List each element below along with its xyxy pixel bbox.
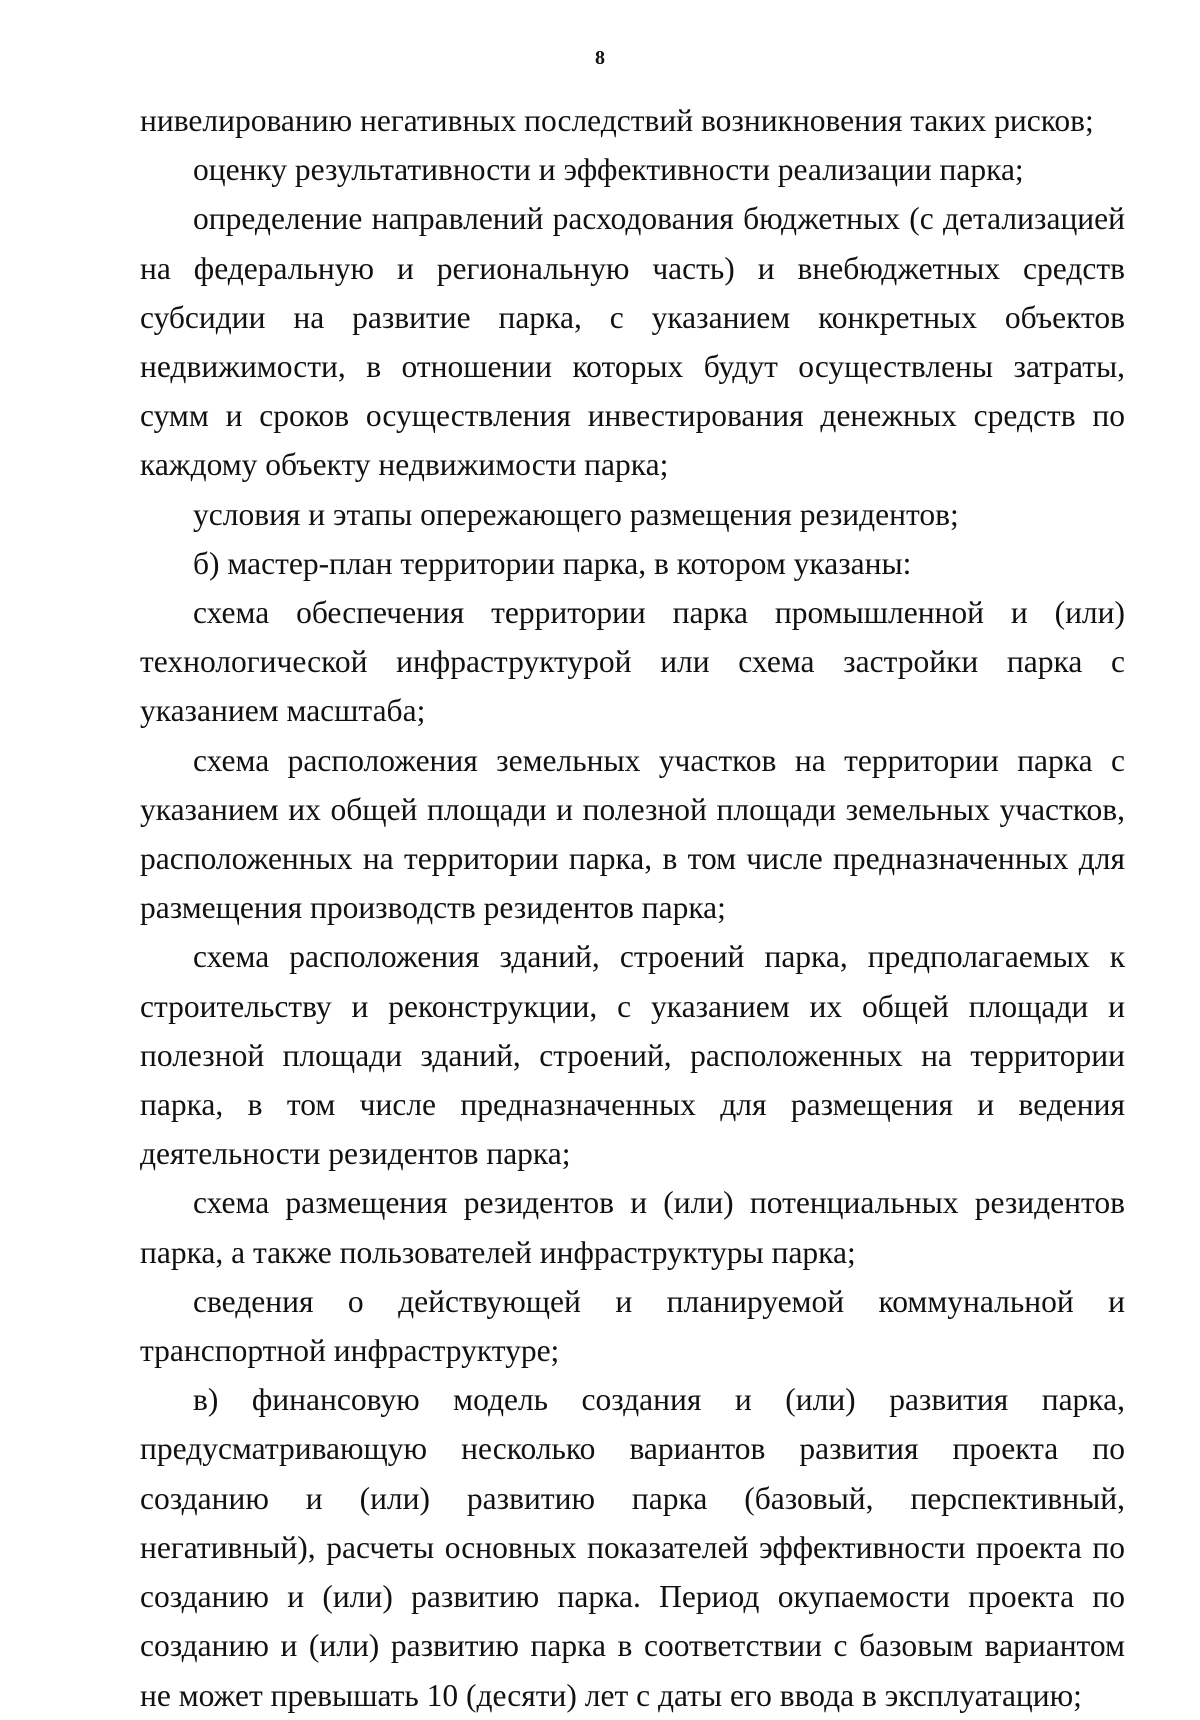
page-number: 8 bbox=[595, 47, 605, 69]
paragraph: схема обеспечения территории парка промышленной и (или) технологической инфраструктурой или схема застройки парка с указанием масштаба; bbox=[140, 595, 1125, 729]
paragraph: схема размещения резидентов и (или) потенциальных резидентов парка, а также пользователей инфраструктуры парка; bbox=[140, 1185, 1125, 1270]
paragraph: б) мастер-план территории парка, в котором указаны: bbox=[193, 545, 912, 581]
paragraph: сведения о действующей и планируемой коммунальной и транспортной инфраструктуре; bbox=[140, 1283, 1125, 1369]
document-body bbox=[140, 96, 1125, 1720]
paragraph: определение направлений расходования бюджетных (с детализацией на федеральную и региональную часть) и внебюджетных средств субсидии на развитие парка, с указанием конкретных объектов недвижимости, в отношении которых будут осуществлены затраты, сумм и сроков осуществления инвестирования денежных средств по каждому объекту недвижимости парка; bbox=[140, 201, 1125, 483]
paragraph: схема расположения земельных участков на территории парка с указанием их общей площади и полезной площади земельных участков, расположенных на территории парка, в том числе предназначенных для размещения производств резидентов парка; bbox=[140, 742, 1125, 926]
paragraph: нивелированию негативных последствий возникновения таких рисков; bbox=[140, 103, 1094, 138]
paragraph: условия и этапы опережающего размещения резидентов; bbox=[193, 496, 959, 532]
paragraph: схема расположения зданий, строений парка, предполагаемых к строительству и реконструкции, с указанием их общей площади и полезной площади зданий, строений, расположенных на территории парка, в том числе предназначенных для размещения и ведения деятельности резидентов парка; bbox=[140, 939, 1125, 1172]
paragraph: оценку результативности и эффективности реализации парка; bbox=[193, 152, 1024, 188]
paragraph: в) финансовую модель создания и (или) развития парка, предусматривающую несколько вариантов развития проекта по созданию и (или) развитию парка (базовый, перспективный, негативный), расчеты основных показателей эффективности проекта по созданию и (или) развитию парка. Период окупаемости проекта по созданию и (или) развитию парка в соответствии с базовым вариантом не может превышать 10 (десяти) лет с даты его ввода в эксплуатацию; bbox=[140, 1382, 1125, 1713]
